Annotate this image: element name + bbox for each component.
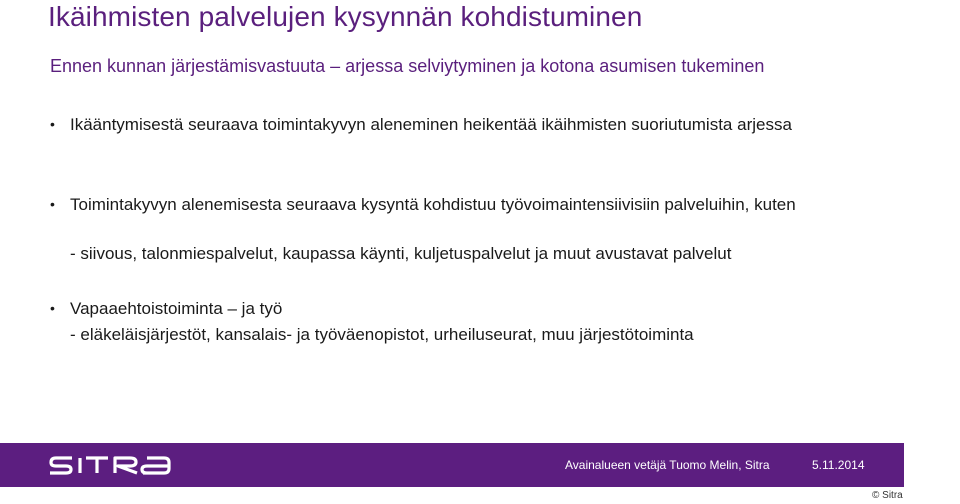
sub-item: - eläkeläisjärjestöt, kansalais- ja työväenopistot, urheiluseurat, muu järjestötoiminta — [70, 325, 694, 344]
footer-date: 5.11.2014 — [812, 458, 865, 472]
bullet-text: Vapaaehtoistoiminta – ja työ — [70, 299, 283, 318]
footer-presenter: Avainalueen vetäjä Tuomo Melin, Sitra — [565, 458, 770, 472]
bullet-icon: • — [50, 300, 55, 316]
sub-item: - siivous, talonmiespalvelut, kaupassa käynti, kuljetuspalvelut ja muut avustavat palvelut — [70, 244, 732, 263]
bullet-item — [50, 192, 890, 217]
bullet-icon: • — [50, 116, 55, 132]
copyright-text: © Sitra — [872, 490, 903, 501]
sitra-logo — [48, 453, 172, 477]
bullet-text: Ikääntymisestä seuraava toimintakyvyn aleneminen heikentää ikäihmisten suoriutumista arjessa — [70, 115, 792, 134]
bullet-item — [50, 112, 890, 137]
bullet-icon: • — [50, 196, 55, 212]
slide-subtitle: Ennen kunnan järjestämisvastuuta – arjessa selviytyminen ja kotona asumisen tukeminen — [50, 56, 765, 76]
footer-bar — [0, 443, 904, 487]
slide-title: Ikäihmisten palvelujen kysynnän kohdistuminen — [48, 1, 643, 32]
bullet-text: Toimintakyvyn alenemisesta seuraava kysyntä kohdistuu työvoimaintensiivisiin palveluihin, kuten — [70, 195, 796, 214]
bullet-item — [50, 296, 890, 321]
